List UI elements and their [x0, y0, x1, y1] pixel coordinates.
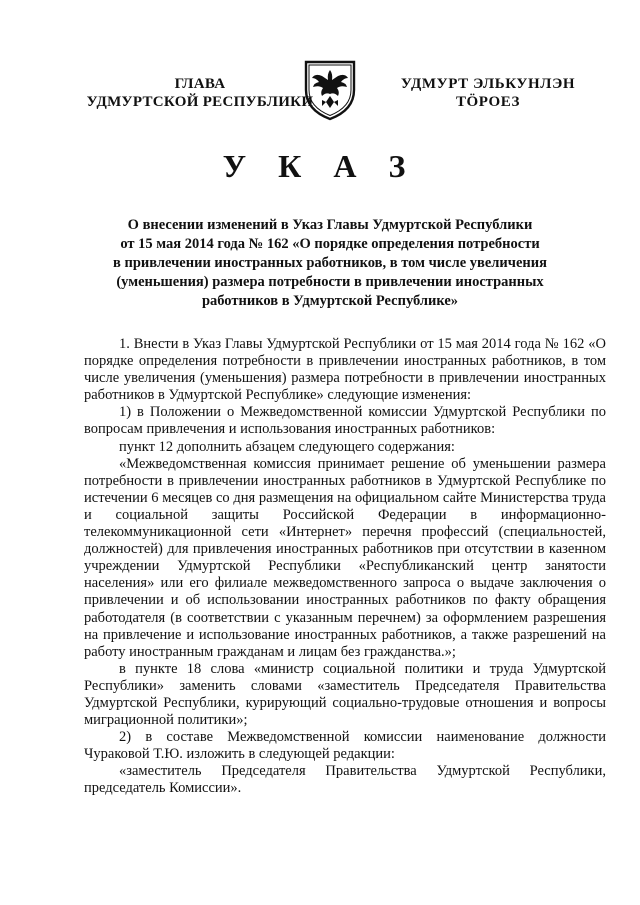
- issuer-udmurt-line1: УДМУРТ ЭЛЬКУНЛЭН: [400, 76, 576, 92]
- udmurt-coat-of-arms-icon: [300, 56, 360, 122]
- document-body: [84, 336, 606, 798]
- issuer-russian-line2: УДМУРТСКОЙ РЕСПУБЛИКИ: [86, 94, 314, 110]
- issuer-udmurt-line2: ТӦРОЕЗ: [455, 94, 521, 110]
- subject-line: О внесении изменений в Указ Главы Удмуртской Республики: [127, 217, 533, 233]
- issuer-udmurt: [388, 75, 588, 111]
- body-paragraph: в пункте 18 слова «министр социальной политики и труда Удмуртской Республики» заменить словами «заместитель Председателя Правительства Удмуртской Республики, курирующий социально-трудовые отношения и вопросы миграционной политики»;: [84, 660, 606, 729]
- body-paragraph: 2) в составе Межведомственной комиссии наименование должности Чураковой Т.Ю. изложить в следующей редакции:: [84, 729, 606, 763]
- body-paragraph: пункт 12 дополнить абзацем следующего содержания:: [119, 438, 455, 455]
- document-subject: [80, 216, 580, 311]
- body-paragraph: 1. Внести в Указ Главы Удмуртской Республики от 15 мая 2014 года № 162 «О порядке определения потребности в привлечении иностранных работников, в том числе увеличения (уменьшения) размера потребности в привлечении иностранных работников в Удмуртской Республике» следующие изменения:: [84, 336, 606, 404]
- body-paragraph: «Межведомственная комиссия принимает решение об уменьшении размера потребности в привлечении иностранных работников в Удмуртской Республике по истечении 6 месяцев со дня размещения на официальном сайте Министерства труда и социальной защиты Российской Федерации в информационно-телекоммуникационной сети «Интернет» перечня профессий (специальностей, должностей) для привлечения иностранных работников при отсутствии в казенном учреждении Удмуртской Республики «Республиканский центр занятости населения» или его филиале межведомственного запроса о выдаче заключения о привлечении и об использовании иностранных работников по факту обращения работодателя (в соответствии с указанным перечнем) за оформлением разрешения на привлечение и использование иностранных работников, а также разрешений на работу иностранным гражданам и лицам без гражданства.»;: [84, 455, 606, 660]
- document-title: У К А З: [222, 148, 418, 184]
- body-paragraph: «заместитель Председателя Правительства Удмуртской Республики, председатель Комиссии».: [84, 763, 606, 797]
- issuer-russian: [70, 75, 330, 111]
- subject-line: (уменьшения) размера потребности в привлечении иностранных: [116, 274, 544, 290]
- issuer-russian-line1: ГЛАВА: [174, 76, 226, 92]
- body-paragraph: 1) в Положении о Межведомственной комиссии Удмуртской Республики по вопросам привлечения и использования иностранных работников:: [84, 404, 606, 438]
- subject-line: в привлечении иностранных работников, в том числе увеличения: [113, 255, 547, 271]
- subject-line: работников в Удмуртской Республике»: [201, 293, 459, 309]
- subject-line: от 15 мая 2014 года № 162 «О порядке определения потребности: [120, 236, 540, 252]
